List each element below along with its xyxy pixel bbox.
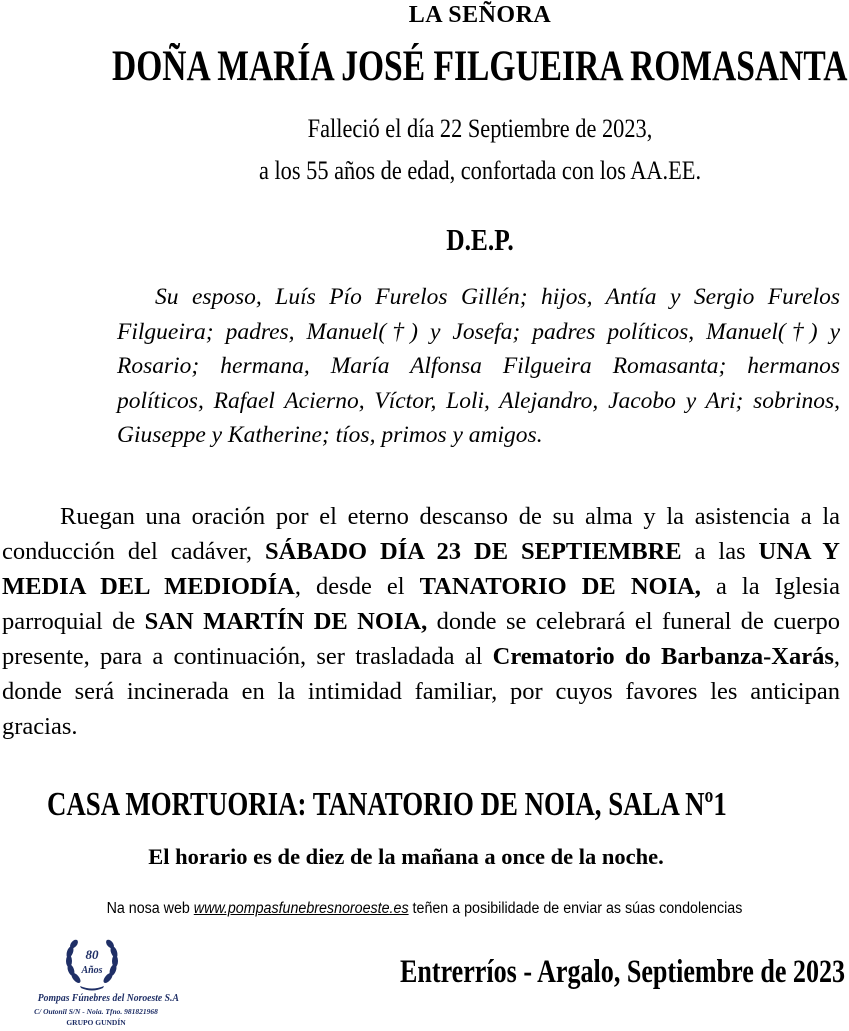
service-text: , donde será incinerada en la intimidad familiar, por cuyos favores les anticipan gracias. (2, 643, 840, 740)
deceased-name: DOÑA MARÍA JOSÉ FILGUEIRA ROMASANTA (112, 43, 848, 90)
service-origin: TANATORIO DE NOIA, (419, 573, 701, 600)
website-link[interactable]: www.pompasfunebresnoroeste.es (193, 900, 409, 917)
condolences-prefix: Na nosa web (106, 900, 194, 917)
service-date: SÁBADO DÍA 23 DE SEPTIEMBRE (265, 538, 682, 565)
family-paragraph: Su esposo, Luís Pío Furelos Gillén; hijos, Antía y Sergio Furelos Filgueira; padres, Manuel(†) y Josefa; padres políticos, Manuel(†) y Rosario; hermana, María Alfonsa Filgueira Romasanta; hermanos políticos, Rafael Acierno, Víctor, Loli, Alejandro, Jacobo y Ari; sobrinos, Giuseppe y Katherine; tíos, primos y amigos. (117, 284, 840, 449)
service-crematorium: Crematorio do Barbanza-Xarás (492, 643, 834, 670)
condolences-suffix: teñen a posibilidade de enviar as súas condolencias (408, 900, 743, 917)
service-paragraph (2, 499, 840, 744)
service-text: donde se celebrará el funeral de cuerpo presente, para a continuación, ser trasladada al (2, 608, 840, 670)
company-logo (0, 930, 220, 1030)
service-text: Ruegan una oración por el eterno descanso de su alma y la asistencia a la conducción del cadáver, (2, 503, 840, 565)
service-text: , desde el (294, 573, 420, 600)
logo-group: GRUPO GUNDÍN (66, 1018, 126, 1027)
logo-years-word: Años (81, 965, 103, 976)
logo-address: C/ Outonil S/N - Noia. Tfno. 981821968 (34, 1007, 158, 1016)
funeral-home-heading: CASA MORTUORIA: TANATORIO DE NOIA, SALA Nº1 (47, 786, 727, 823)
service-church: SAN MARTÍN DE NOIA, (144, 608, 428, 635)
death-date-line: Falleció el día 22 Septiembre de 2023, (307, 114, 653, 143)
place-date: Entrerríos - Argalo, Septiembre de 2023 (400, 954, 846, 990)
service-text: a la Iglesia parroquial de (2, 573, 840, 635)
service-text: a las (681, 538, 759, 565)
service-time: UNA Y MEDIA DEL MEDIODÍA (2, 538, 841, 600)
laurel-wreath-icon (62, 933, 122, 991)
logo-company-name: Pompas Fúnebres del Noroeste S.A (37, 992, 179, 1004)
age-line: a los 55 años de edad, confortada con los AA.EE. (258, 156, 702, 185)
logo-years-number: 80 (85, 947, 99, 962)
condolences-note (34, 900, 815, 918)
dep-heading: D.E.P. (446, 222, 514, 257)
opening-hours: El horario es de diez de la mañana a once de la noche. (148, 844, 664, 869)
title-prefix: LA SEÑORA (408, 2, 552, 28)
